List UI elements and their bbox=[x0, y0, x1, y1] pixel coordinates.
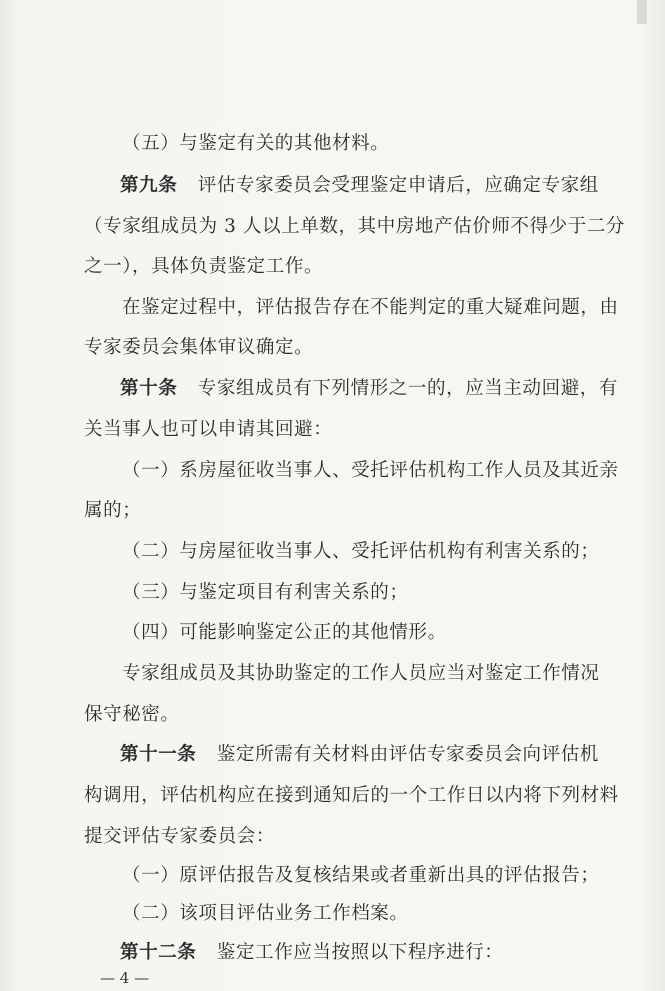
text-line bbox=[84, 336, 313, 360]
line-text: （二）与房屋征收当事人、受托评估机构有利害关系的； bbox=[122, 541, 600, 562]
line-text: 提交评估专家委员会： bbox=[84, 826, 276, 847]
text-line bbox=[120, 377, 618, 401]
text-line bbox=[84, 418, 332, 442]
line-text: （一）系房屋征收当事人、受托评估机构工作人员及其近亲 bbox=[122, 460, 619, 481]
article-heading: 第十条 bbox=[120, 378, 178, 399]
line-text: 关当事人也可以申请其回避： bbox=[84, 419, 333, 440]
line-text: 专家委员会集体审议确定。 bbox=[84, 337, 314, 358]
line-text: 属的； bbox=[84, 500, 142, 521]
text-line bbox=[122, 540, 600, 564]
text-line bbox=[84, 825, 275, 849]
text-line bbox=[122, 581, 409, 605]
text-line bbox=[84, 215, 625, 239]
line-text: 评估专家委员会受理鉴定申请后，应确定专家组 bbox=[197, 175, 599, 196]
article-heading: 第十二条 bbox=[120, 942, 197, 963]
article-heading: 第九条 bbox=[120, 175, 178, 196]
line-text: （一）原评估报告及复核结果或者重新出具的评估报告； bbox=[122, 865, 600, 886]
line-text: 构调用，评估机构应在接到通知后的一个工作日以内将下列材料 bbox=[84, 785, 619, 806]
text-line bbox=[120, 941, 503, 965]
text-line bbox=[122, 459, 619, 483]
text-line bbox=[84, 784, 619, 808]
line-text: （五）与鉴定有关的其他材料。 bbox=[122, 133, 390, 154]
line-text: 保守秘密。 bbox=[84, 704, 180, 725]
line-text: 鉴定所需有关材料由评估专家委员会向评估机 bbox=[216, 744, 599, 765]
text-line bbox=[122, 902, 409, 926]
text-line bbox=[84, 499, 141, 523]
line-text: 鉴定工作应当按照以下程序进行： bbox=[216, 942, 504, 963]
scan-edge-mark bbox=[637, 0, 647, 24]
line-text: （专家组成员为 3 人以上单数，其中房地产估价师不得少于二分 bbox=[84, 216, 626, 237]
line-text: （四）可能影响鉴定公正的其他情形。 bbox=[122, 622, 447, 643]
text-line bbox=[122, 132, 389, 156]
text-line bbox=[84, 255, 323, 279]
text-line bbox=[84, 703, 180, 727]
article-heading: 第十一条 bbox=[120, 744, 197, 765]
line-text: 专家组成员及其协助鉴定的工作人员应当对鉴定工作情况 bbox=[122, 663, 600, 684]
text-line bbox=[122, 621, 447, 645]
page-number: — 4 — bbox=[100, 969, 150, 987]
text-line bbox=[122, 296, 619, 320]
text-line bbox=[122, 662, 600, 686]
text-line bbox=[120, 743, 599, 767]
text-line bbox=[122, 864, 600, 888]
text-line bbox=[120, 174, 599, 198]
line-text: 专家组成员有下列情形之一的，应当主动回避，有 bbox=[197, 378, 618, 399]
line-text: （二）该项目评估业务工作档案。 bbox=[122, 903, 409, 924]
line-text: 之一），具体负责鉴定工作。 bbox=[84, 256, 324, 277]
line-text: （三）与鉴定项目有利害关系的； bbox=[122, 582, 409, 603]
line-text: 在鉴定过程中，评估报告存在不能判定的重大疑难问题，由 bbox=[122, 297, 619, 318]
